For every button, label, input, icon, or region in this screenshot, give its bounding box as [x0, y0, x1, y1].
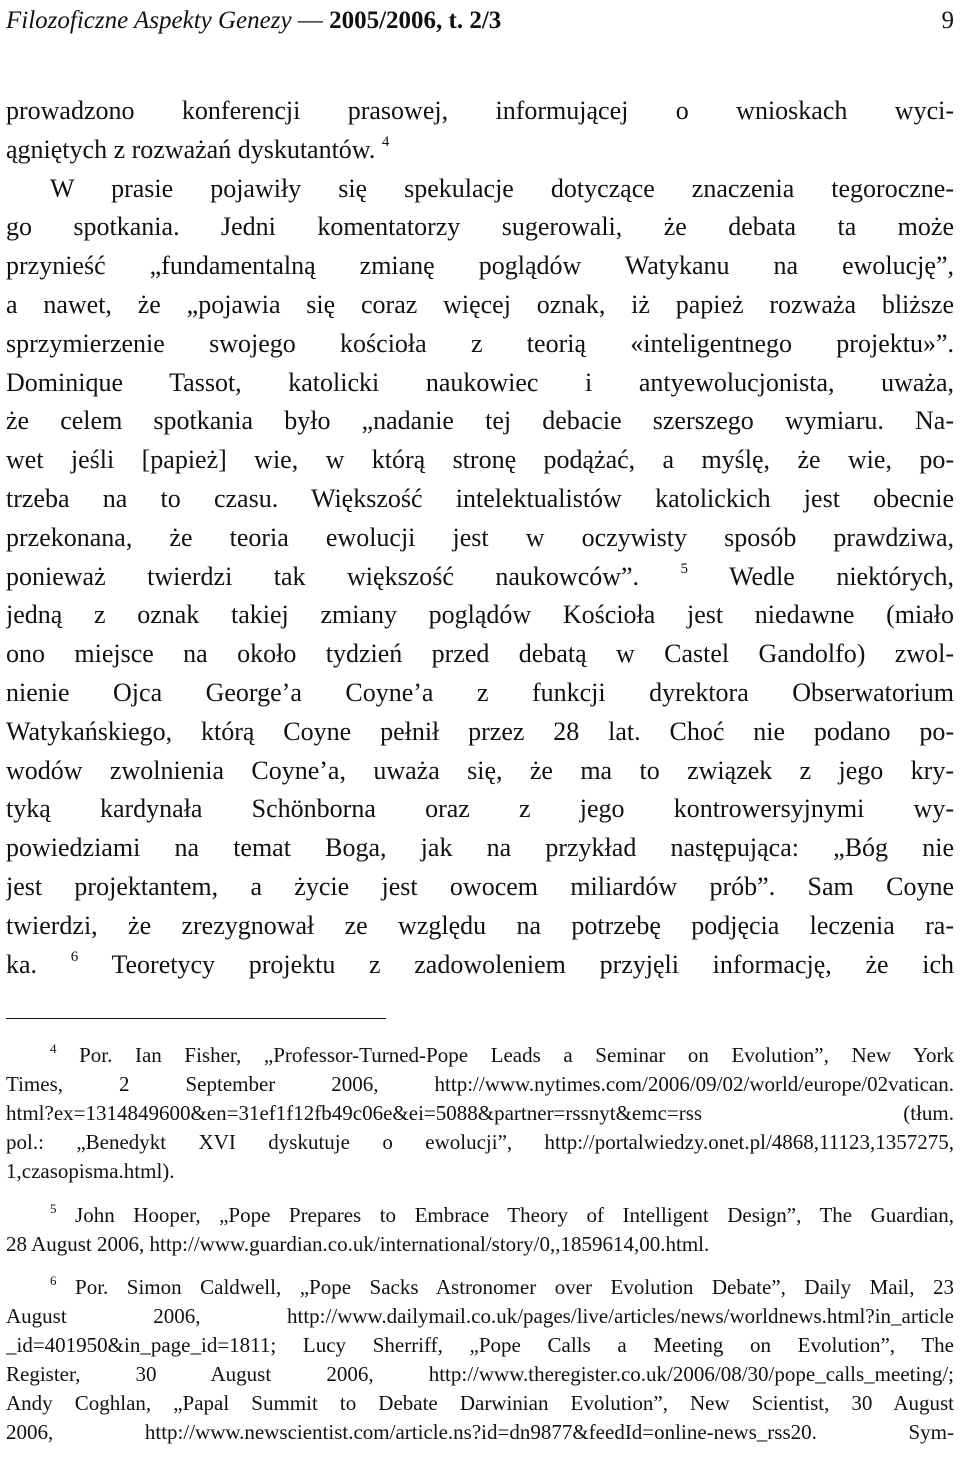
page-number: 9: [941, 7, 954, 34]
text-line: W prasie pojawiły się spekulacje dotyczące znaczenia tegoroczne-: [50, 173, 954, 203]
text-fragment: ka.: [6, 949, 38, 979]
footnote-text: Por. Simon Caldwell, „Pope Sacks Astronomer over Evolution Debate”, Daily Mail, 23: [75, 1275, 954, 1299]
text-line: prowadzono konferencji prasowej, informującej o wnioskach wyci-: [6, 96, 954, 125]
footnote-line: 2006, http://www.newscientist.com/article.ns?id=dn9877&feedId=online-news_rss20. Sym-: [6, 1420, 954, 1444]
footnote-separator: [6, 1018, 386, 1019]
footnote-reference[interactable]: 4: [381, 133, 390, 150]
footnote-text: John Hooper, „Pope Prepares to Embrace Theory of Intelligent Design”, The Guardian,: [75, 1202, 954, 1227]
running-header: [6, 4, 954, 38]
text-line: przekonana, że teoria ewolucji jest w oczywisty sposób prawdziwa,: [6, 522, 954, 552]
text-line: jedną z oznak takiej zmiany poglądów Kościoła jest niedawne (miało: [6, 600, 954, 630]
footnote-line: _id=401950&in_page_id=1811; Lucy Sherriff, „Pope Calls a Meeting on Evolution”, The: [6, 1333, 954, 1357]
text-line: Dominique Tassot, katolicki naukowiec i antyewolucjonista, uważa,: [6, 367, 954, 397]
footnote-text: Por. Ian Fisher, „Professor-Turned-Pope Leads a Seminar on Evolution”, New York: [79, 1043, 954, 1067]
journal-title: Filozoficzne Aspekty Genezy: [6, 7, 292, 34]
footnote-line: 28 August 2006, http://www.guardian.co.uk/international/story/0,,1859614,00.html.: [6, 1231, 710, 1256]
footnote-reference[interactable]: 5: [680, 560, 689, 577]
footnote-line: Andy Coghlan, „Papal Summit to Debate Darwinian Evolution”, New Scientist, 30 August: [6, 1391, 954, 1415]
text-line: nienie Ojca George’a Coyne’a z funkcji dyrektora Obserwatorium: [6, 677, 954, 707]
footnote-line: [6, 1041, 954, 1070]
footnote-line: html?ex=1314849600&en=31ef1f12fb49c06e&ei=5088&partner=rssnyt&emc=rss (tłum.: [6, 1101, 954, 1125]
text-line: że celem spotkania było „nadanie tej debacie szerszego wymiaru. Na-: [6, 406, 954, 436]
text-line: [6, 131, 954, 170]
footnote-line: Register, 30 August 2006, http://www.theregister.co.uk/2006/08/30/pope_calls_meeting/;: [6, 1362, 954, 1386]
text-line: ono miejsce na około tydzień przed debatą w Castel Gandolfo) zwol-: [6, 639, 954, 669]
text-line: [6, 558, 954, 597]
footnote-line: [6, 1201, 954, 1230]
text-fragment: ągniętych z rozważań dyskutantów.: [6, 134, 376, 164]
footnote-line: [6, 1273, 954, 1302]
text-line: jest projektantem, a życie jest owocem miliardów prób”. Sam Coyne: [6, 871, 954, 901]
text-line: przynieść „fundamentalną zmianę poglądów Watykanu na ewolucję”,: [6, 251, 954, 281]
text-line: twierdzi, że zrezygnował ze względu na potrzebę podjęcia leczenia ra-: [6, 910, 954, 940]
text-line: go spotkania. Jedni komentatorzy sugerowali, że debata ta może: [6, 212, 954, 242]
text-fragment: ponieważ twierdzi tak większość naukowców”.: [6, 561, 640, 591]
footnote-line: 1,czasopisma.html).: [6, 1159, 175, 1183]
footnote-line: pol.: „Benedykt XVI dyskutuje o ewolucji”, http://portalwiedzy.onet.pl/4868,11123,1357275,: [6, 1130, 954, 1154]
footnote-reference[interactable]: 6: [70, 948, 79, 965]
text-line: wet jeśli [papież] wie, w którą stronę podążać, a myślę, że wie, po-: [6, 445, 954, 475]
footnote-5: [6, 1201, 954, 1259]
footnote-6: [6, 1273, 954, 1447]
footnote-number: 6: [50, 1273, 57, 1288]
main-text: [6, 92, 954, 984]
text-fragment: Teoretycy projektu z zadowoleniem przyjęli informację, że ich: [111, 949, 954, 979]
text-fragment: Wedle niektórych,: [729, 561, 954, 591]
volume-label: 2005/2006, t. 2/3: [329, 7, 502, 34]
footnotes: [6, 1041, 954, 1462]
footnote-line: Times, 2 September 2006, http://www.nytimes.com/2006/09/02/world/europe/02vatican.: [6, 1072, 954, 1096]
text-line: wodów zwolnienia Coyne’a, uważa się, że ma to związek z jego kry-: [6, 755, 954, 785]
text-line: powiedziami na temat Boga, jak na przykład następująca: „Bóg nie: [6, 833, 954, 863]
text-line: [6, 946, 954, 985]
footnote-line: August 2006, http://www.dailymail.co.uk/pages/live/articles/news/worldnews.html?in_article: [6, 1304, 954, 1328]
text-line: a nawet, że „pojawia się coraz więcej oznak, iż papież rozważa bliższe: [6, 289, 954, 319]
footnote-number: 5: [50, 1200, 57, 1216]
text-line: trzeba na to czasu. Większość intelektualistów katolickich jest obecnie: [6, 483, 954, 513]
footnote-number: 4: [50, 1041, 57, 1056]
text-line: sprzymierzenie swojego kościoła z teorią «inteligentnego projektu»”.: [6, 328, 954, 358]
header-dash: —: [291, 7, 330, 34]
text-line: Watykańskiego, którą Coyne pełnił przez 28 lat. Choć nie podano po-: [6, 716, 954, 746]
text-line: tyką kardynała Schönborna oraz z jego kontrowersyjnymi wy-: [6, 794, 954, 824]
footnote-4: [6, 1041, 954, 1186]
